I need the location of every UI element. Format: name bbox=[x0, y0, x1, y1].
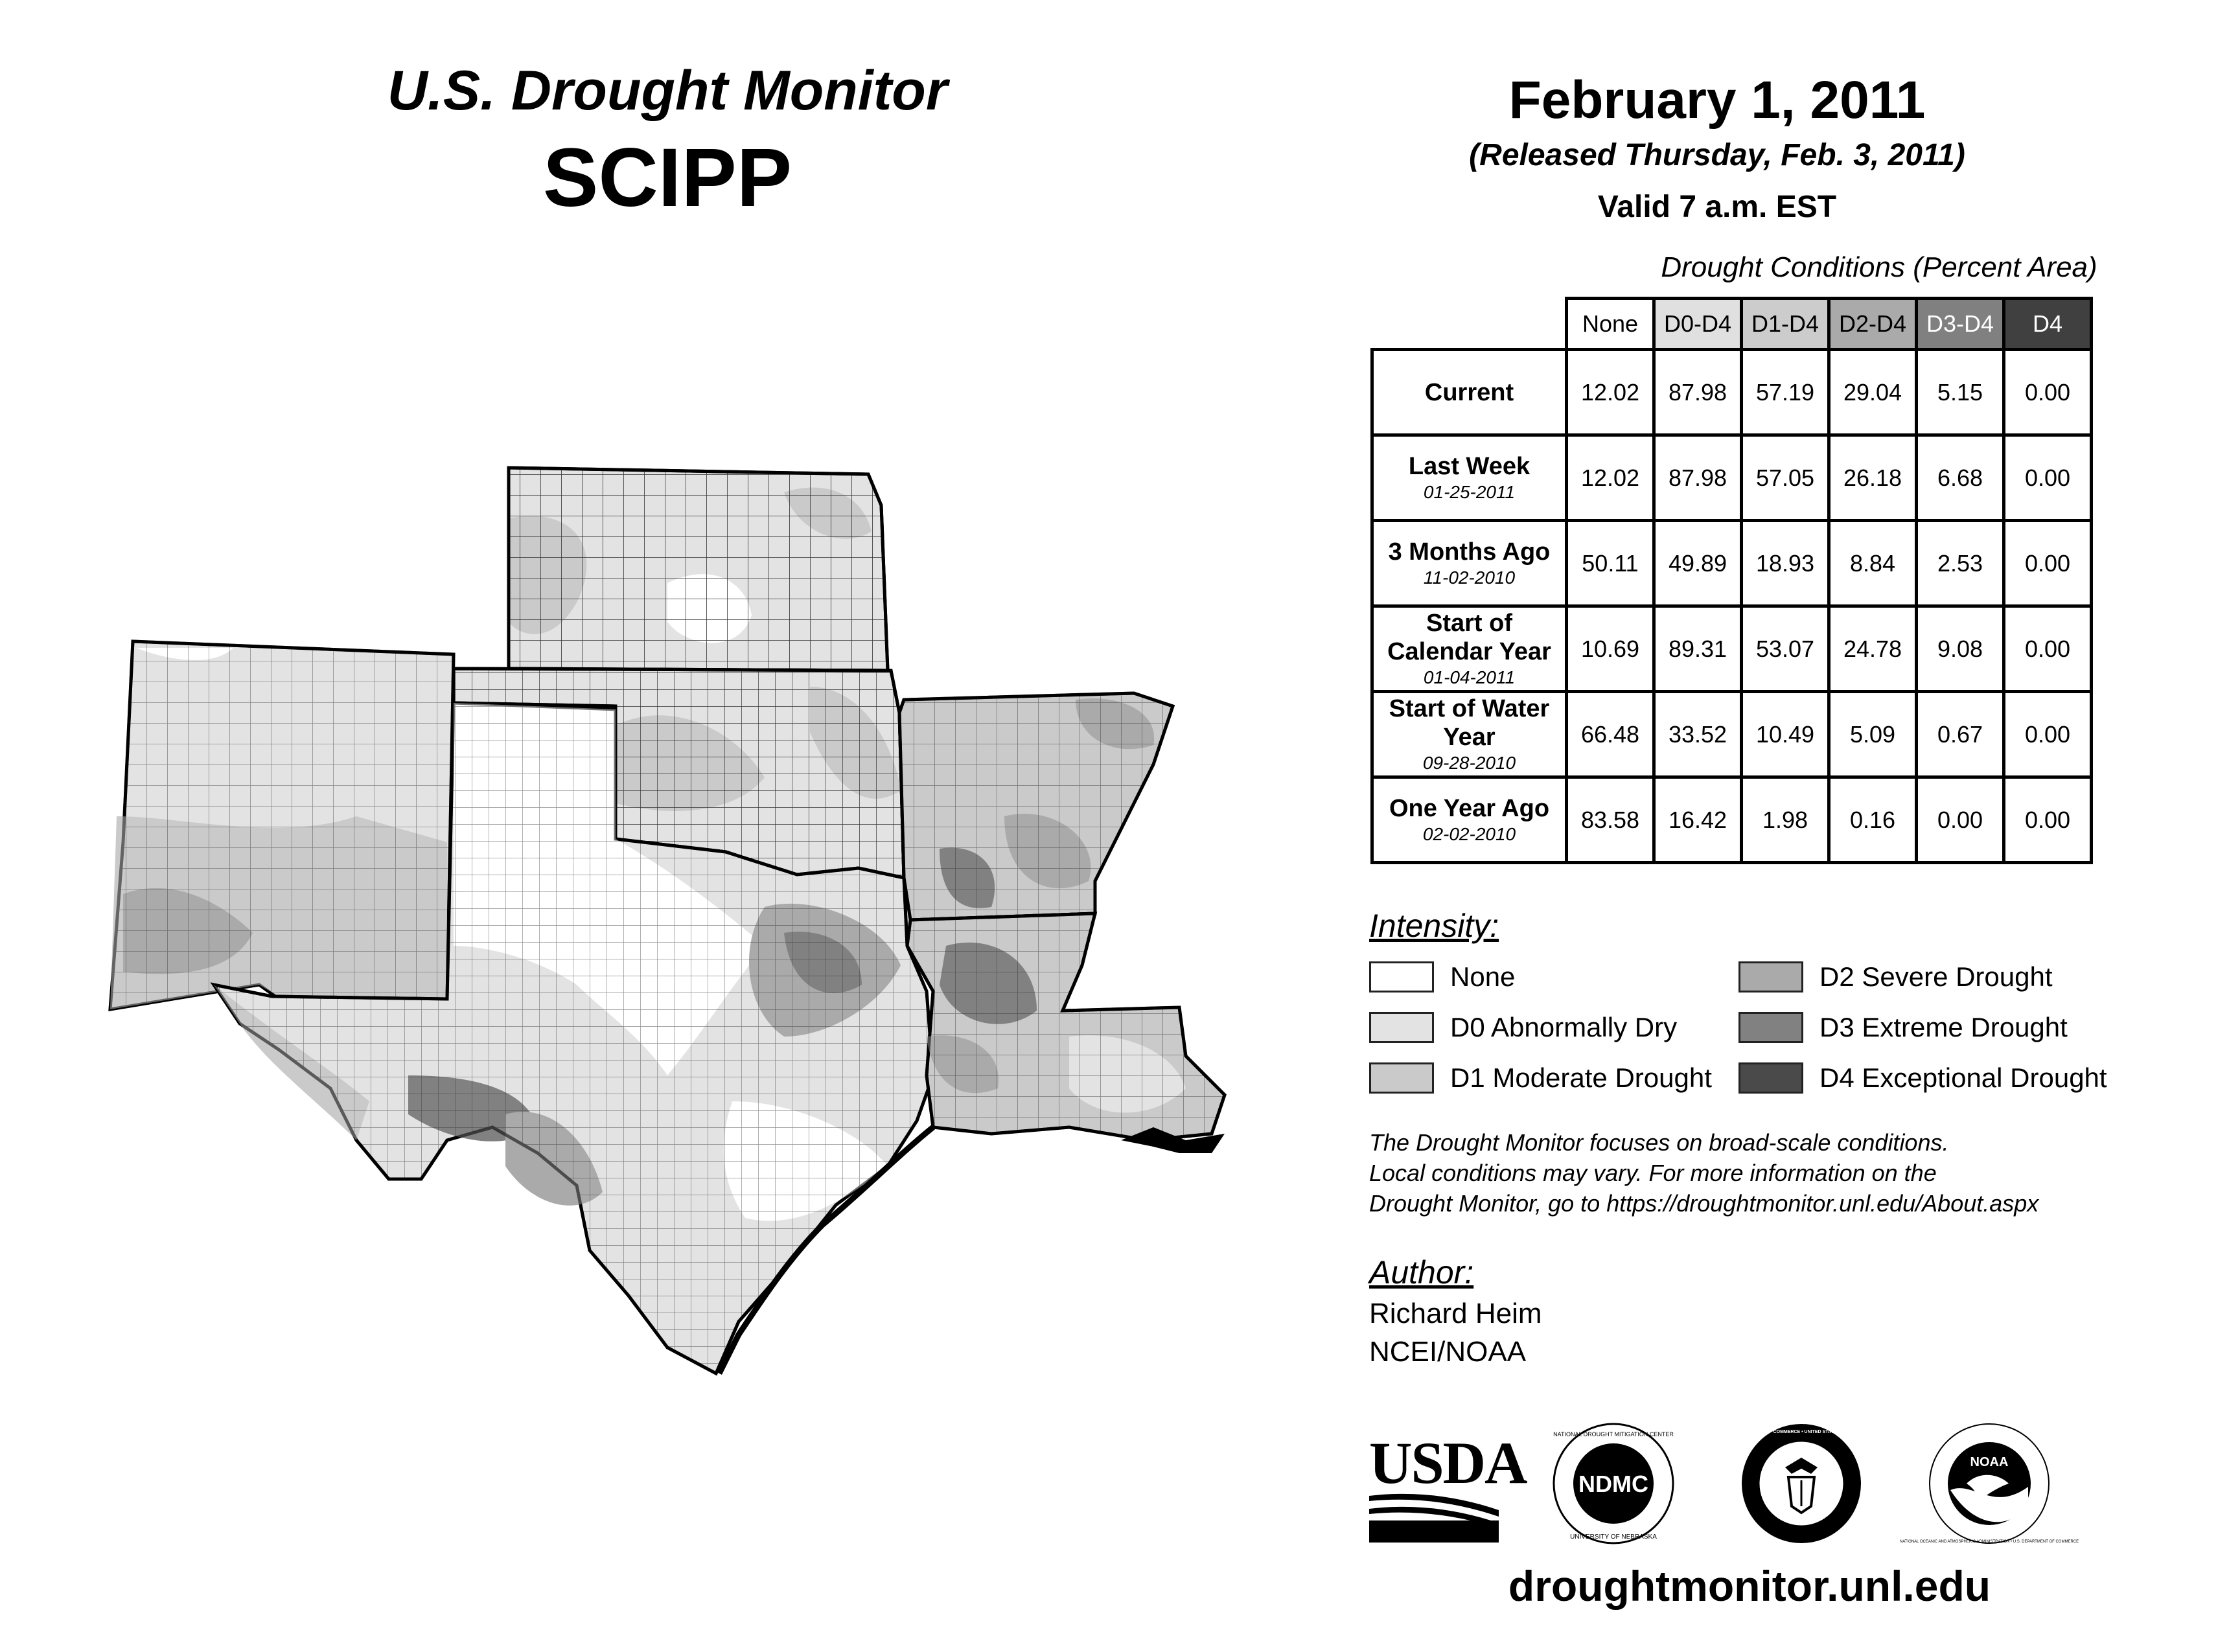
row-date: 09-28-2010 bbox=[1422, 752, 1516, 773]
row-label: One Year Ago bbox=[1389, 794, 1550, 822]
usda-wordmark: USDA bbox=[1369, 1430, 1527, 1496]
table-cell: 24.78 bbox=[1829, 606, 1917, 692]
note-line: Local conditions may vary. For more information on the bbox=[1369, 1160, 1937, 1186]
table-cell: 0.00 bbox=[2004, 692, 2092, 777]
noaa-logo bbox=[1899, 1422, 2079, 1545]
table-cell: 57.19 bbox=[1742, 350, 1829, 435]
noaa-text: NOAA bbox=[1970, 1455, 2009, 1469]
row-label-cell bbox=[1372, 435, 1567, 521]
table-cell: 0.00 bbox=[2004, 435, 2092, 521]
table-row bbox=[1372, 350, 2092, 435]
legend-swatch bbox=[1738, 1062, 1803, 1094]
drought-map bbox=[84, 453, 1296, 1438]
map-date: February 1, 2011 bbox=[1508, 71, 1926, 130]
table-cell: 0.00 bbox=[2004, 606, 2092, 692]
table-cell: 89.31 bbox=[1654, 606, 1742, 692]
table-cell: 5.15 bbox=[1917, 350, 2004, 435]
legend-swatch bbox=[1369, 1012, 1434, 1043]
table-cell: 26.18 bbox=[1829, 435, 1917, 521]
table-caption: Drought Conditions (Percent Area) bbox=[1661, 251, 2097, 283]
intensity-heading: Intensity: bbox=[1369, 908, 1499, 944]
column-header: D2-D4 bbox=[1829, 299, 1917, 350]
author-heading: Author: bbox=[1369, 1254, 1474, 1291]
map-title: U.S. Drought Monitor bbox=[387, 60, 948, 122]
row-date: 01-04-2011 bbox=[1423, 667, 1516, 687]
usda-logo bbox=[1369, 1430, 1527, 1546]
doc-ring-text: DEPARTMENT OF COMMERCE • UNITED STATES OF AMERICA bbox=[1733, 1430, 1870, 1434]
author-name: Richard Heim bbox=[1369, 1298, 1542, 1329]
table-cell: 0.00 bbox=[1917, 777, 2004, 863]
table-cell: 1.98 bbox=[1742, 777, 1829, 863]
table-cell: 10.69 bbox=[1567, 606, 1654, 692]
usda-field-stripes bbox=[1369, 1491, 1499, 1543]
table-cell: 16.42 bbox=[1654, 777, 1742, 863]
legend-label: D1 Moderate Drought bbox=[1450, 1062, 1712, 1093]
table-row bbox=[1372, 435, 2092, 521]
legend-item bbox=[1369, 1060, 1712, 1096]
table-cell: 18.93 bbox=[1742, 521, 1829, 606]
column-header: D0-D4 bbox=[1654, 299, 1742, 350]
table-cell: 9.08 bbox=[1917, 606, 2004, 692]
arkansas-region bbox=[899, 693, 1173, 920]
row-date: 11-02-2010 bbox=[1423, 567, 1516, 588]
table-row bbox=[1372, 606, 2092, 692]
legend-label: D0 Abnormally Dry bbox=[1450, 1012, 1678, 1042]
row-label: Start of Water Year bbox=[1389, 694, 1550, 751]
table-corner-cell bbox=[1372, 299, 1567, 350]
disclaimer-note bbox=[1369, 1127, 2121, 1219]
column-header: D1-D4 bbox=[1742, 299, 1829, 350]
table-cell: 12.02 bbox=[1567, 435, 1654, 521]
table-cell: 50.11 bbox=[1567, 521, 1654, 606]
table-cell: 8.84 bbox=[1829, 521, 1917, 606]
table-cell: 0.00 bbox=[2004, 350, 2092, 435]
author-organization: NCEI/NOAA bbox=[1369, 1336, 1527, 1368]
new-mexico-region bbox=[110, 641, 454, 1009]
row-label-cell bbox=[1372, 606, 1567, 692]
legend-label: D4 Exceptional Drought bbox=[1819, 1062, 2107, 1093]
column-header: D4 bbox=[2004, 299, 2092, 350]
footer-url[interactable]: droughtmonitor.unl.edu bbox=[1508, 1562, 1991, 1610]
legend-swatch bbox=[1738, 1012, 1803, 1043]
ndmc-logo bbox=[1552, 1422, 1675, 1545]
table-row bbox=[1372, 521, 2092, 606]
region-name: SCIPP bbox=[542, 132, 792, 224]
row-label-cell bbox=[1372, 521, 1567, 606]
ndmc-ring-top: NATIONAL DROUGHT MITIGATION CENTER bbox=[1553, 1431, 1674, 1438]
table-row bbox=[1372, 777, 2092, 863]
table-cell: 2.53 bbox=[1917, 521, 2004, 606]
row-label-cell bbox=[1372, 777, 1567, 863]
table-cell: 29.04 bbox=[1829, 350, 1917, 435]
table-cell: 0.16 bbox=[1829, 777, 1917, 863]
row-date: 02-02-2010 bbox=[1422, 823, 1516, 844]
legend-swatch bbox=[1738, 961, 1803, 992]
row-label: Start of Calendar Year bbox=[1387, 609, 1551, 665]
right-header bbox=[1361, 65, 2073, 227]
table-cell: 0.00 bbox=[2004, 521, 2092, 606]
column-header: None bbox=[1567, 299, 1654, 350]
release-date: (Released Thursday, Feb. 3, 2011) bbox=[1469, 138, 1965, 172]
legend-item bbox=[1738, 959, 2053, 995]
legend-label: D2 Severe Drought bbox=[1819, 961, 2053, 992]
table-cell: 12.02 bbox=[1567, 350, 1654, 435]
row-label: Last Week bbox=[1408, 452, 1530, 480]
table-cell: 0.67 bbox=[1917, 692, 2004, 777]
table-cell: 87.98 bbox=[1654, 350, 1742, 435]
note-line: Drought Monitor, go to https://droughtmonitor.unl.edu/About.aspx bbox=[1369, 1190, 2039, 1217]
ndmc-ring-bottom: UNIVERSITY OF NEBRASKA bbox=[1570, 1533, 1657, 1541]
table-cell: 10.49 bbox=[1742, 692, 1829, 777]
table-cell: 5.09 bbox=[1829, 692, 1917, 777]
row-label: 3 Months Ago bbox=[1388, 538, 1551, 566]
table-cell: 66.48 bbox=[1567, 692, 1654, 777]
legend-label: D3 Extreme Drought bbox=[1819, 1012, 2068, 1042]
legend-label: None bbox=[1450, 961, 1516, 992]
table-header-row bbox=[1372, 299, 2092, 350]
department-of-commerce-seal bbox=[1733, 1422, 1870, 1545]
table-cell: 0.00 bbox=[2004, 777, 2092, 863]
drought-conditions-table bbox=[1370, 297, 2093, 864]
legend-item bbox=[1369, 959, 1515, 995]
row-label-cell bbox=[1372, 692, 1567, 777]
column-header: D3-D4 bbox=[1917, 299, 2004, 350]
table-cell: 87.98 bbox=[1654, 435, 1742, 521]
table-cell: 57.05 bbox=[1742, 435, 1829, 521]
legend-swatch bbox=[1369, 961, 1434, 992]
legend-item bbox=[1738, 1009, 2068, 1046]
kansas-region bbox=[509, 468, 888, 671]
louisiana-region bbox=[907, 913, 1225, 1153]
table-cell: 49.89 bbox=[1654, 521, 1742, 606]
row-date: 01-25-2011 bbox=[1423, 481, 1516, 502]
noaa-ring-text: NATIONAL OCEANIC AND ATMOSPHERIC ADMINISTRATION • U.S. DEPARTMENT OF COMMERCE bbox=[1899, 1540, 2079, 1544]
table-cell: 83.58 bbox=[1567, 777, 1654, 863]
left-header bbox=[279, 58, 1056, 227]
row-label-cell bbox=[1372, 350, 1567, 435]
legend-item bbox=[1738, 1060, 2107, 1096]
valid-time: Valid 7 a.m. EST bbox=[1597, 190, 1837, 224]
row-label: Current bbox=[1424, 378, 1514, 406]
table-row bbox=[1372, 692, 2092, 777]
legend-item bbox=[1369, 1009, 1677, 1046]
table-cell: 53.07 bbox=[1742, 606, 1829, 692]
table-cell: 33.52 bbox=[1654, 692, 1742, 777]
note-line: The Drought Monitor focuses on broad-scale conditions. bbox=[1369, 1129, 1949, 1156]
table-cell: 6.68 bbox=[1917, 435, 2004, 521]
legend-swatch bbox=[1369, 1062, 1434, 1094]
ndmc-text: NDMC bbox=[1578, 1471, 1648, 1497]
